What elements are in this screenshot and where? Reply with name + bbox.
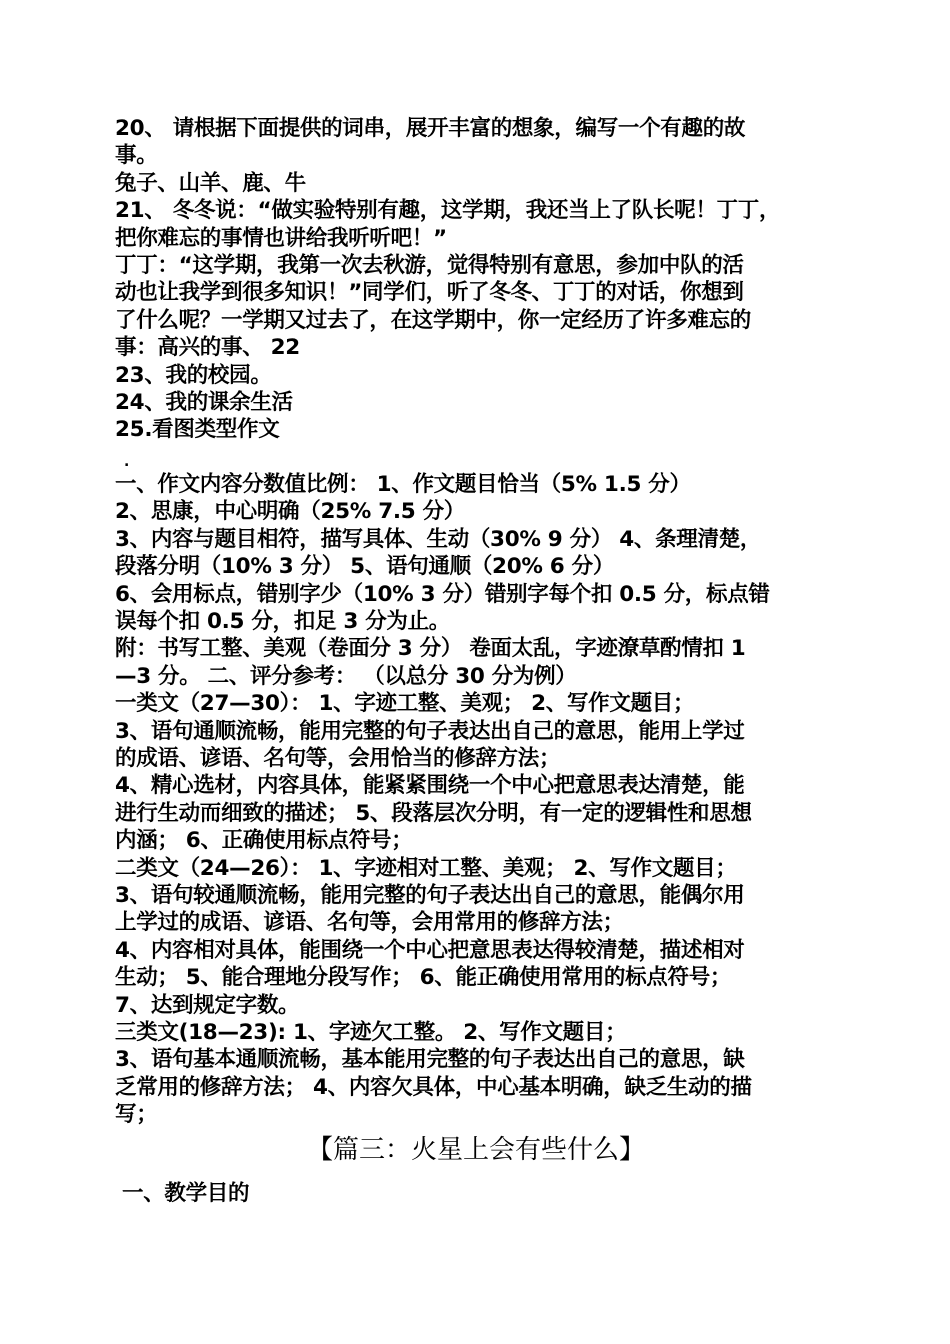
text-line: 上学过的成语、谚语、名句等，会用常用的修辞方法； [115,910,624,936]
text-line: 段落分明（10% 3 分） 5、语句通顺（20% 6 分） [115,554,615,580]
text-line: 21、 冬冬说：“做实验特别有趣，这学期，我还当上了队长呢！丁丁， [115,198,781,224]
text-line: 4、精心选材，内容具体，能紧紧围绕一个中心把意思表达清楚，能 [115,773,745,799]
text-line: 23、我的校园。 [115,362,272,388]
text-line: 把你难忘的事情也讲给我听听吧！” [115,225,447,251]
text-line: 内涵； 6、正确使用标点符号； [115,828,413,854]
text-line: 事：高兴的事、 22 [115,335,300,361]
text-line: 25.看图类型作文 [115,417,280,443]
scoring-criteria [115,471,837,1128]
text-line: 7、达到规定字数。 [115,992,300,1018]
text-line: 丁丁：“这学期，我第一次去秋游，觉得特别有意思，参加中队的活 [115,252,744,278]
text-line: 4、内容相对具体，能围绕一个中心把意思表达得较清楚，描述相对 [115,937,745,963]
text-line: 3、语句较通顺流畅，能用完整的句子表达出自己的意思，能偶尔用 [115,882,745,908]
text-line: —3 分。 二、评分参考： （以总分 30 分为例） [115,663,577,689]
text-line: 20、 请根据下面提供的词串，展开丰富的想象，编写一个有趣的故 [115,116,746,141]
text-line: 误每个扣 0.5 分，扣足 3 分为止。 [115,609,450,635]
text-line: 的成语、谚语、名句等，会用恰当的修辞方法； [115,745,561,771]
text-line: 附：书写工整、美观（卷面分 3 分） 卷面太乱，字迹潦草酌情扣 1 [115,636,746,662]
text-line: 生动； 5、能合理地分段写作； 6、能正确使用常用的标点符号； [115,965,732,991]
section-title: 【篇三：火星上会有些什么】 [306,1135,645,1166]
text-line: 事。 [115,143,158,169]
text-line: 动也让我学到很多知识！”同学们，听了冬冬、丁丁的对话，你想到 [115,280,744,306]
separator-dot: . [124,453,130,470]
text-line: 3、内容与题目相符，描写具体、生动（30% 9 分） 4、条理清楚， [115,526,762,552]
text-line: 3、语句基本通顺流畅，基本能用完整的句子表达出自己的意思，缺 [115,1047,745,1073]
text-line: 24、我的课余生活 [115,389,293,415]
text-line: 进行生动而细致的描述； 5、段落层次分明，有一定的逻辑性和思想 [115,800,752,826]
text-line: 三类文(18—23): 1、字迹欠工整。 2、写作文题目； [115,1019,627,1045]
subheading: 一、教学目的 [122,1181,250,1207]
document-page [115,115,837,1208]
text-line: 兔子、山羊、鹿、牛 [115,170,306,196]
text-line: 一、作文内容分数值比例： 1、作文题目恰当（5% 1.5 分） [115,472,691,498]
text-line: 2、思康，中心明确（25% 7.5 分） [115,499,465,525]
text-line: 二类文（24—26）： 1、字迹相对工整、美观； 2、写作文题目； [115,855,737,881]
text-line: 3、语句通顺流畅，能用完整的句子表达出自己的意思，能用上学过 [115,718,745,744]
text-line: 6、会用标点，错别字少（10% 3 分）错别字每个扣 0.5 分，标点错 [115,581,770,607]
text-line: 乏常用的修辞方法； 4、内容欠具体，中心基本明确，缺乏生动的描 [115,1074,752,1100]
text-line: 了什么呢？一学期又过去了，在这学期中，你一定经历了许多难忘的 [115,307,752,333]
text-line: 一类文（27—30）： 1、字迹工整、美观； 2、写作文题目； [115,691,695,717]
text-line: 写； [115,1102,158,1128]
essay-prompts [115,115,837,444]
